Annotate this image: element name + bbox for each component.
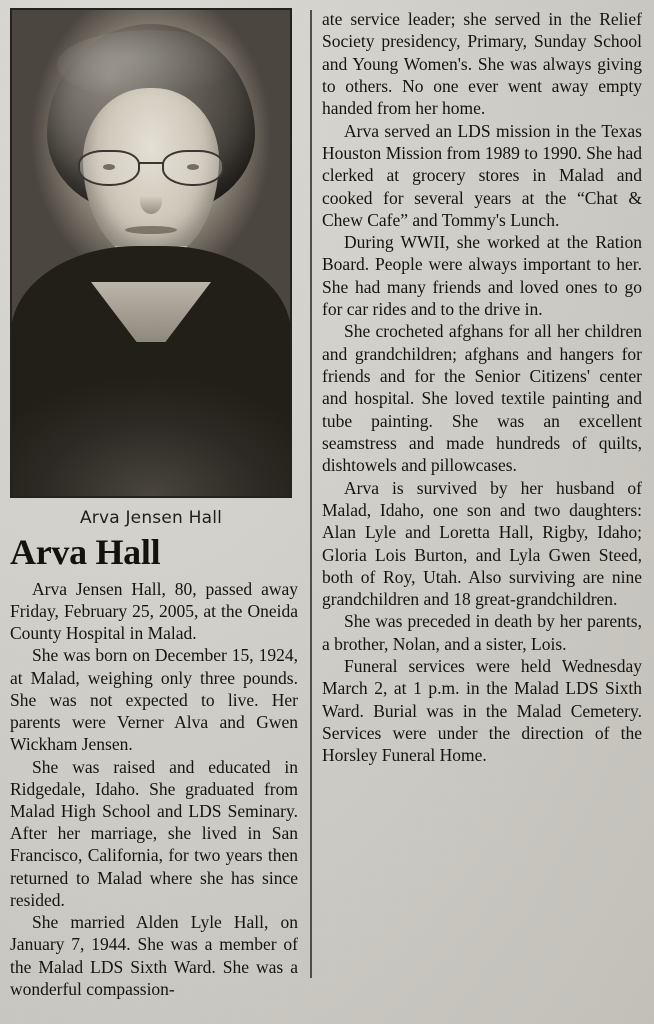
- eyeglass-lens-right: [162, 150, 224, 186]
- paragraph: Arva Jensen Hall, 80, passed away Friday, February 25, 2005, at the Oneida County Hospital in Malad.: [10, 578, 298, 644]
- eyeglass-lens-left: [78, 150, 140, 186]
- paragraph: She was preceded in death by her parents, a brother, Nolan, and a sister, Lois.: [322, 611, 642, 654]
- right-column: [322, 8, 644, 1018]
- eyeglass-bridge: [138, 162, 164, 164]
- photo-caption: Arva Jensen Hall: [79, 508, 223, 528]
- paragraph: Arva served an LDS mission in the Texas Houston Mission from 1989 to 1990. She had clerked at grocery stores in Malad and cooked for several years at the “Chat & Chew Cafe” and Tommy's Lunch.: [322, 120, 642, 230]
- paragraph: Funeral services were held Wednesday March 2, at 1 p.m. in the Malad LDS Sixth Ward. Burial was in the Malad Cemetery. Services were under the direction of the Horsley Funeral Home.: [322, 656, 642, 766]
- portrait-photo-image: [12, 10, 290, 496]
- portrait-mouth: [125, 226, 177, 234]
- paragraph: She married Alden Lyle Hall, on January 7, 1944. She was a member of the Malad LDS Sixth Ward. She was a wonderful compassion-: [10, 912, 298, 999]
- paragraph: Arva is survived by her husband of Malad, Idaho, one son and two daughters: Alan Lyle and Loretta Hall, Rigby, Idaho; Gloria Lois Burton, and Lyla Gwen Steed, both of Roy, Utah. Also surviving are nine grandchildren and 18 great-grandchildren.: [322, 477, 642, 610]
- eyeglasses-icon: [76, 150, 226, 184]
- paragraph: She crocheted afghans for all her children and grandchildren; afghans and hangers for friends and for the Senior Citizens' center and hospital. She loved textile painting and tube painting. She was an excellent seamstress and made hundreds of quilts, dishtowels and pillowcases.: [322, 321, 642, 476]
- page-title: Arva Hall: [10, 532, 161, 572]
- portrait-nose: [140, 188, 162, 214]
- paragraph: She was raised and educated in Ridgedale, Idaho. She graduated from Malad High School and LDS Seminary. After her marriage, she lived in San Francisco, California, for two years then returned to Malad where she has since resided.: [10, 756, 298, 910]
- paragraph: During WWII, she worked at the Ration Board. People were always important to her. She had many friends and loved ones to go for car rides and to the drive in.: [322, 232, 642, 320]
- left-column: [10, 8, 310, 1018]
- column-divider: [310, 10, 312, 978]
- portrait-photo: [10, 8, 292, 498]
- paragraph: ate service leader; she served in the Relief Society presidency, Primary, Sunday School and Young Women's. She was always giving to others. No one ever went away empty handed from her home.: [322, 9, 642, 119]
- paragraph: She was born on December 15, 1924, at Malad, weighing only three pounds. She was not expected to live. Her parents were Verner Alva and Gwen Wickham Jensen.: [10, 645, 298, 755]
